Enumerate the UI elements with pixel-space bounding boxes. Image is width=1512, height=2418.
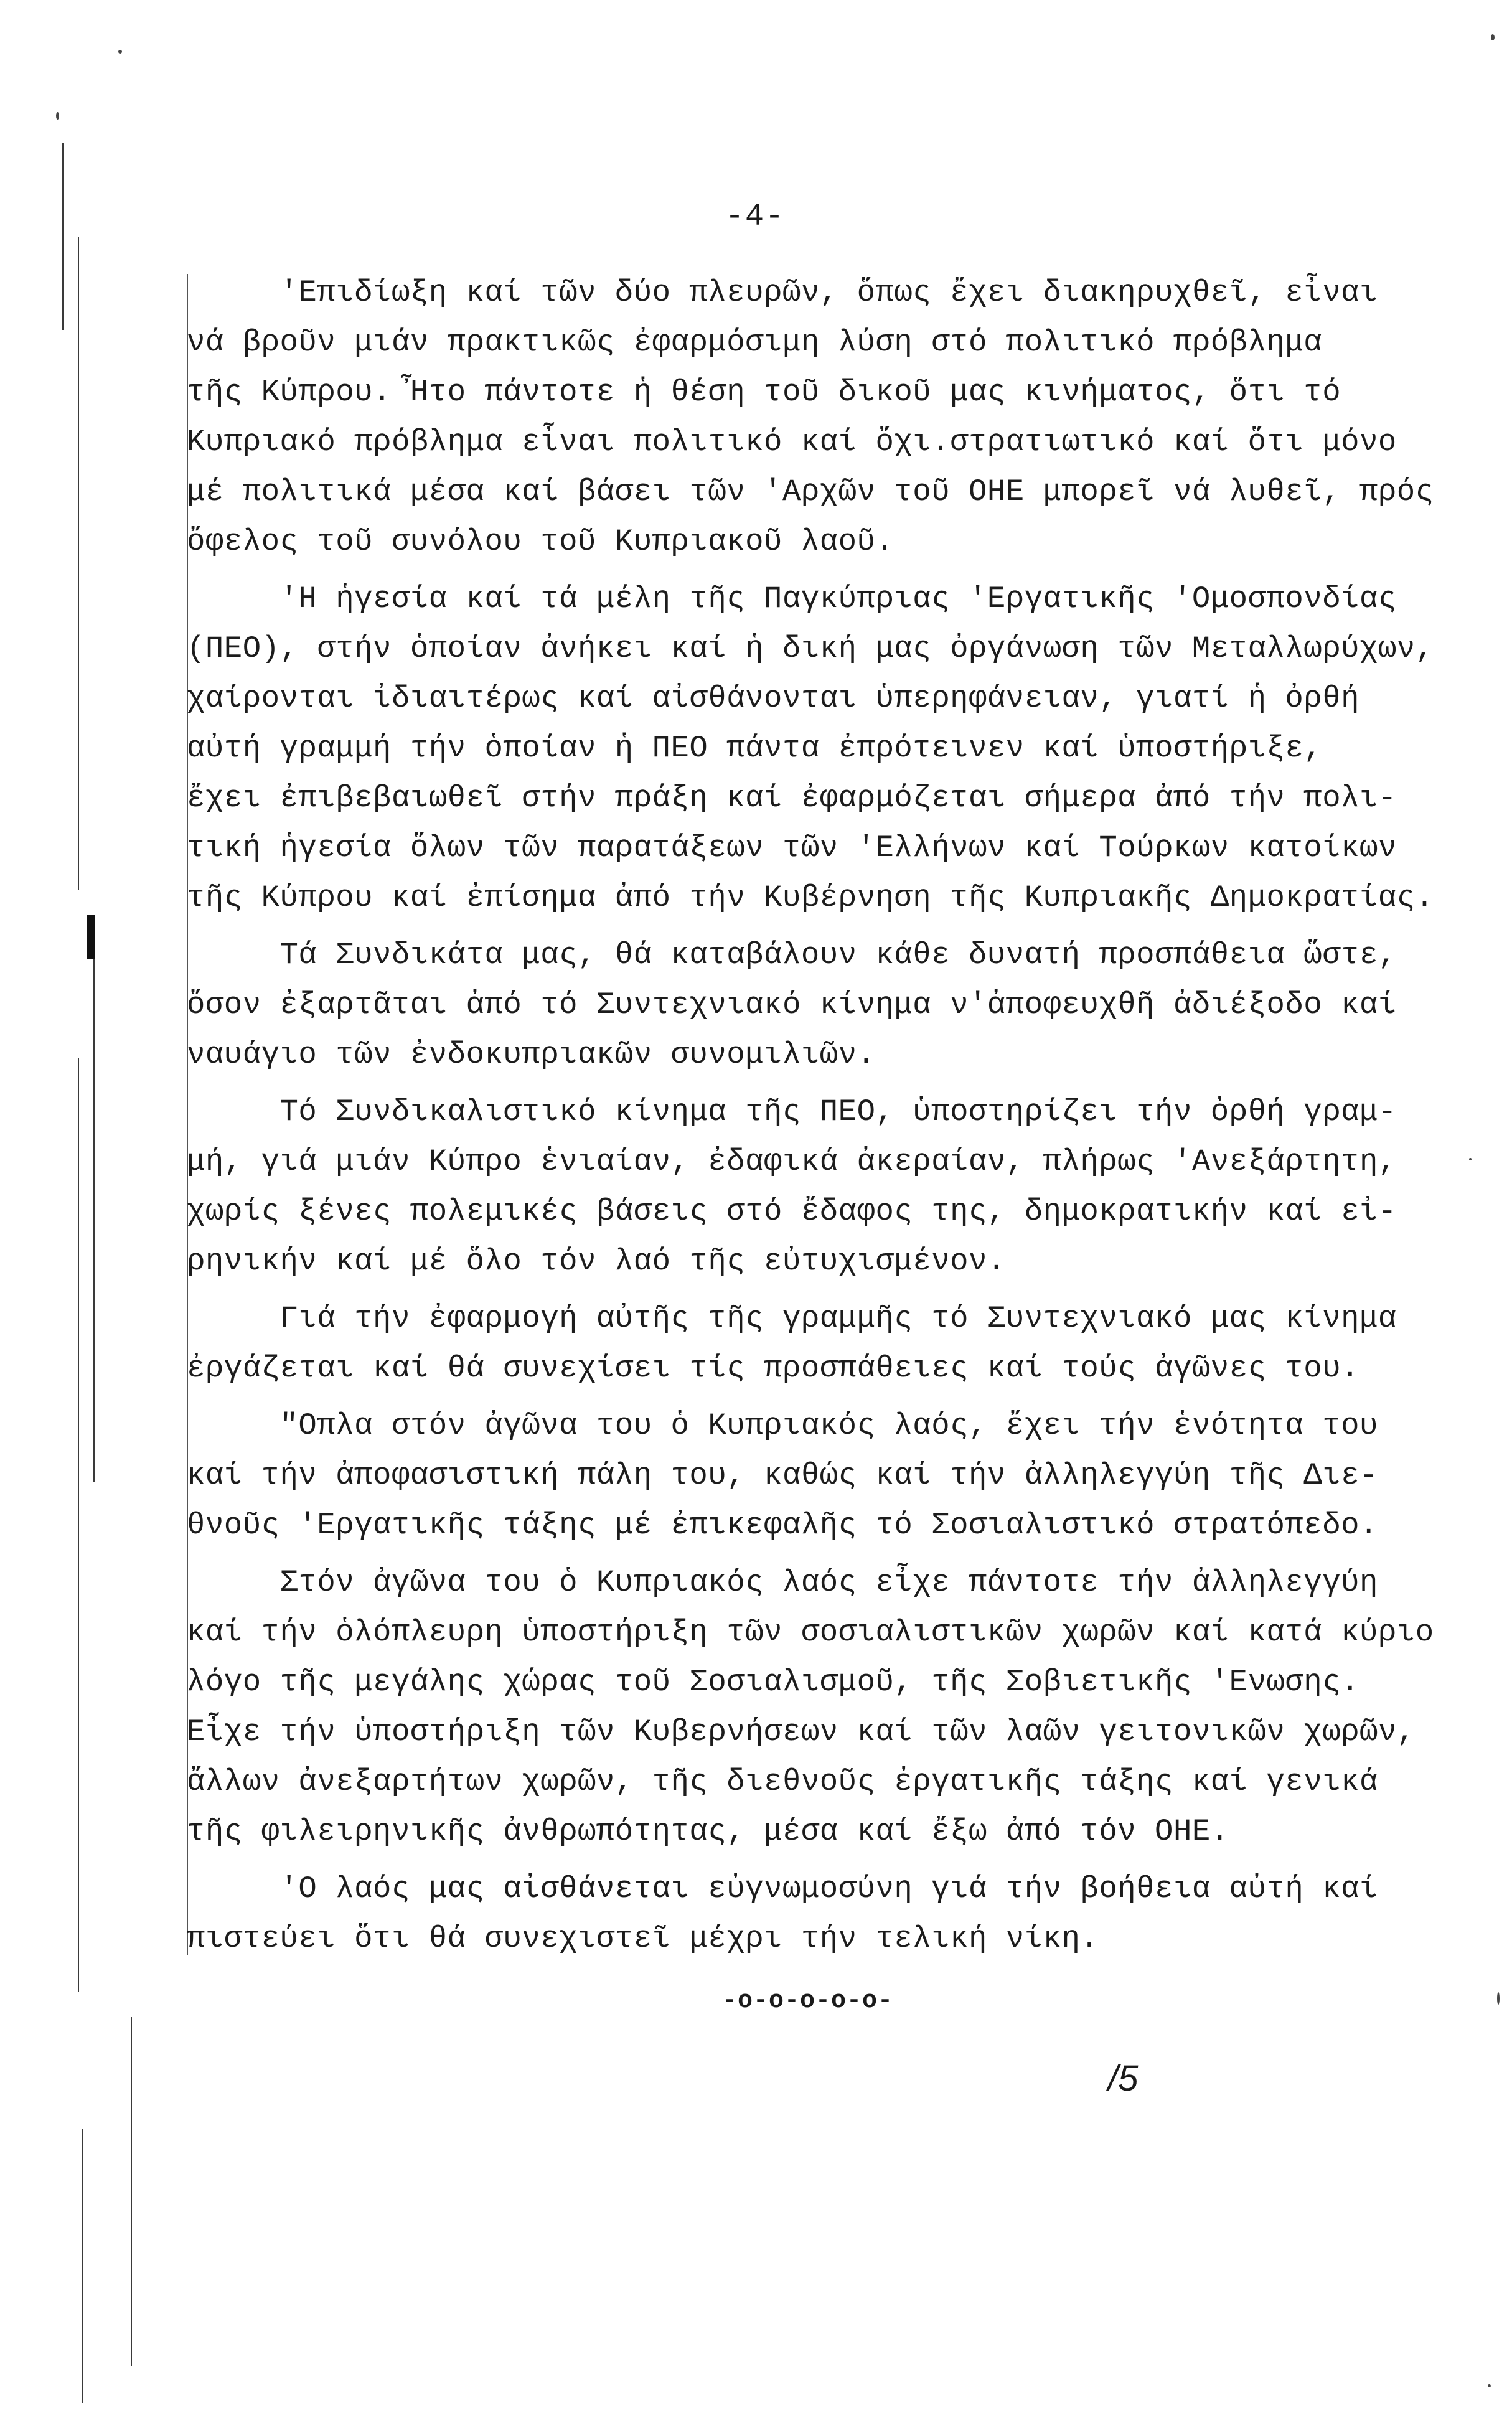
scan-margin-line xyxy=(62,143,64,330)
text-line: "Οπλα στόν ἀγῶνα του ὁ Κυπριακός λαός, ἔχει τήν ἑνότητα του xyxy=(187,1408,1378,1443)
text-line: λόγο τῆς μεγάλης χώρας τοῦ Σοσιαλισμοῦ, τῆς Σοβιετικῆς 'Ενωσης. xyxy=(187,1665,1360,1700)
letter-body xyxy=(187,268,1450,1971)
text-line: τῆς φιλειρηνικῆς ἀνθρωπότητας, μέσα καί ἔξω ἀπό τόν ΟΗΕ. xyxy=(187,1814,1229,1849)
text-line: Τά Συνδικάτα μας, θά καταβάλουν κάθε δυνατή προσπάθεια ὥστε, xyxy=(187,938,1397,972)
scan-margin-line xyxy=(78,1058,79,1992)
text-line: χαίρονται ἰδιαιτέρως καί αἰσθάνονται ὑπερηφάνειαν, γιατί ἡ ὀρθή xyxy=(187,681,1360,716)
text-line: θνοῦς 'Εργατικῆς τάξης μέ ἐπικεφαλῆς τό Σοσιαλιστικό στρατόπεδο. xyxy=(187,1508,1378,1543)
text-line: αὐτή γραμμή τήν ὁποίαν ἡ ΠΕΟ πάντα ἐπρότεινεν καί ὑποστήριξε, xyxy=(187,731,1323,766)
text-line: Στόν ἀγῶνα του ὁ Κυπριακός λαός εἶχε πάντοτε τήν ἀλληλεγγύη xyxy=(187,1565,1378,1600)
scan-speck xyxy=(118,50,122,54)
scan-speck xyxy=(1488,2384,1491,2387)
text-line: Κυπριακό πρόβλημα εἶναι πολιτικό καί ὄχι.στρατιωτικό καί ὅτι μόνο xyxy=(187,425,1397,459)
scan-margin-line xyxy=(93,921,95,1482)
text-line: ὅσον ἐξαρτᾶται ἀπό τό Συντεχνιακό κίνημα ν'ἀποφευχθῆ ἀδιέξοδο καί xyxy=(187,987,1397,1022)
section-separator: -o-o-o-o-o- xyxy=(722,1987,894,2015)
text-line: τῆς Κύπρου καί ἐπίσημα ἀπό τήν Κυβέρνηση τῆς Κυπριακῆς Δημοκρατίας. xyxy=(187,880,1434,915)
scan-speck xyxy=(1497,1992,1500,2005)
scan-speck xyxy=(1469,1158,1472,1160)
text-line: καί τήν ὁλόπλευρη ὑποστήριξη τῶν σοσιαλιστικῶν χωρῶν καί κατά κύριο xyxy=(187,1615,1434,1650)
scan-margin-line xyxy=(131,2017,132,2366)
paragraph-2 xyxy=(187,574,1450,923)
next-page-marker: /5 xyxy=(1108,2058,1139,2099)
text-line: Τό Συνδικαλιστικό κίνημα τῆς ΠΕΟ, ὑποστηρίζει τήν ὀρθή γραμ- xyxy=(187,1094,1397,1129)
paragraph-8 xyxy=(187,1864,1450,1964)
text-line: ρηνικήν καί μέ ὅλο τόν λαό τῆς εὐτυχισμένον. xyxy=(187,1244,1006,1279)
text-line: τῆς Κύπρου. Ἦτο πάντοτε ἡ θέση τοῦ δικοῦ μας κινήματος, ὅτι τό xyxy=(187,375,1341,410)
text-line: χωρίς ξένες πολεμικές βάσεις στό ἔδαφος της, δημοκρατικήν καί εἰ- xyxy=(187,1194,1397,1229)
paragraph-3 xyxy=(187,930,1450,1080)
text-line: 'Η ἡγεσία καί τά μέλη τῆς Παγκύπριας 'Εργατικῆς 'Ομοσπονδίας xyxy=(187,581,1397,616)
text-line: τική ἡγεσία ὅλων τῶν παρατάξεων τῶν 'Ελλήνων καί Τούρκων κατοίκων xyxy=(187,830,1397,865)
scan-margin-line xyxy=(82,2129,83,2403)
text-line: ὄφελος τοῦ συνόλου τοῦ Κυπριακοῦ λαοῦ. xyxy=(187,524,895,559)
text-line: 'Επιδίωξη καί τῶν δύο πλευρῶν, ὅπως ἔχει διακηρυχθεῖ, εἶναι xyxy=(187,275,1378,310)
text-line: μή, γιά μιάν Κύπρο ἑνιαίαν, ἐδαφικά ἀκεραίαν, πλήρως 'Ανεξάρτητη, xyxy=(187,1144,1397,1179)
paragraph-5 xyxy=(187,1294,1450,1393)
page-number: -4- xyxy=(725,199,786,235)
text-line: ἐργάζεται καί θά συνεχίσει τίς προσπάθειες καί τούς ἀγῶνες του. xyxy=(187,1351,1360,1386)
text-line: καί τήν ἀποφασιστική πάλη του, καθώς καί τήν ἀλληλεγγύη τῆς Διε- xyxy=(187,1458,1378,1493)
paragraph-4 xyxy=(187,1087,1450,1286)
paragraph-6 xyxy=(187,1401,1450,1550)
text-line: πιστεύει ὅτι θά συνεχιστεῖ μέχρι τήν τελική νίκη. xyxy=(187,1921,1099,1956)
text-line: ἄλλων ἀνεξαρτήτων χωρῶν, τῆς διεθνοῦς ἐργατικῆς τάξης καί γενικά xyxy=(187,1764,1378,1799)
text-line: νά βροῦν μιάν πρακτικῶς ἐφαρμόσιμη λύση στό πολιτικό πρόβλημα xyxy=(187,325,1323,360)
text-line: ναυάγιο τῶν ἐνδοκυπριακῶν συνομιλιῶν. xyxy=(187,1037,876,1072)
text-line: (ΠΕΟ), στήν ὁποίαν ἀνήκει καί ἡ δική μας ὀργάνωση τῶν Μεταλλωρύχων, xyxy=(187,631,1434,666)
text-line: Γιά τήν ἐφαρμογή αὐτῆς τῆς γραμμῆς τό Συντεχνιακό μας κίνημα xyxy=(187,1301,1397,1336)
scan-blot xyxy=(87,915,95,959)
text-line: Εἶχε τήν ὑποστήριξη τῶν Κυβερνήσεων καί τῶν λαῶν γειτονικῶν χωρῶν, xyxy=(187,1715,1416,1749)
scan-speck xyxy=(1491,34,1495,40)
scan-margin-line xyxy=(78,237,79,890)
text-line: 'Ο λαός μας αἰσθάνεται εὐγνωμοσύνη γιά τήν βοήθεια αὐτή καί xyxy=(187,1871,1378,1906)
scan-speck xyxy=(56,112,59,120)
paragraph-7 xyxy=(187,1558,1450,1856)
text-line: ἔχει ἐπιβεβαιωθεῖ στήν πράξη καί ἐφαρμόζεται σήμερα ἀπό τήν πολι- xyxy=(187,781,1397,816)
text-line: μέ πολιτικά μέσα καί βάσει τῶν 'Αρχῶν τοῦ ΟΗΕ μπορεῖ νά λυθεῖ, πρός xyxy=(187,474,1434,509)
paragraph-1 xyxy=(187,268,1450,567)
